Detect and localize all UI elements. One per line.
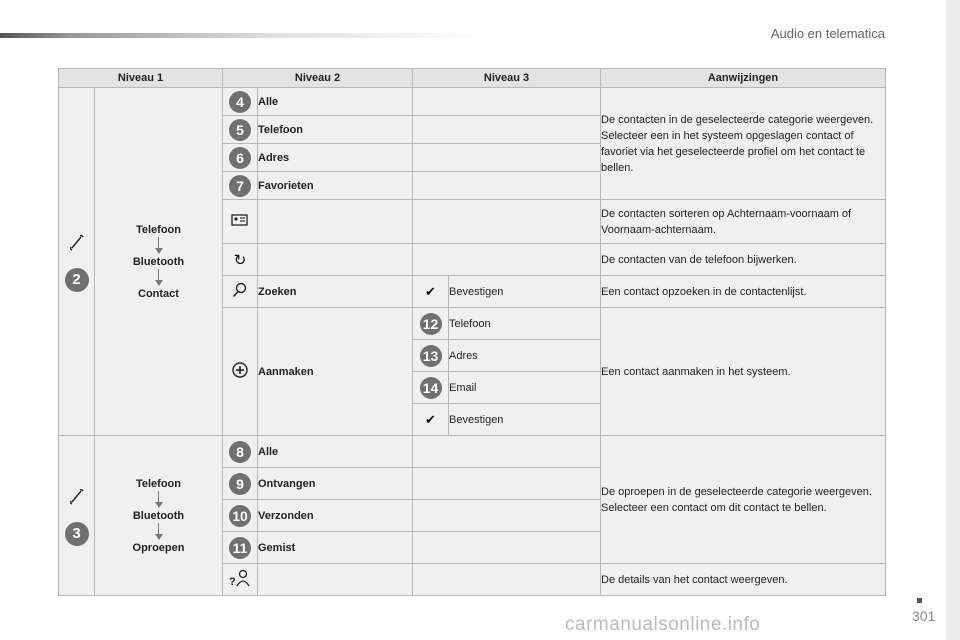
option-verzonden: Verzonden bbox=[258, 500, 413, 532]
table-header-row bbox=[59, 69, 886, 88]
checkmark-icon: ✔ bbox=[425, 283, 436, 299]
magnifier-icon bbox=[232, 282, 248, 298]
chain-bluetooth: Bluetooth bbox=[132, 509, 185, 522]
svg-text:?: ? bbox=[229, 576, 236, 588]
note-create: Een contact aanmaken in het systeem. bbox=[601, 308, 886, 436]
badge-9: 9 bbox=[229, 473, 251, 495]
chain-bluetooth: Bluetooth bbox=[132, 255, 185, 268]
page-number: 301 bbox=[912, 608, 936, 624]
menu-table bbox=[58, 68, 886, 596]
header-niveau-3: Niveau 3 bbox=[413, 69, 601, 88]
option-zoeken: Zoeken bbox=[258, 276, 413, 308]
note-search: Een contact opzoeken in de contactenlijst. bbox=[601, 276, 886, 308]
refresh-icon: ↻ bbox=[233, 251, 247, 269]
option-telefoon-create: Telefoon bbox=[449, 308, 601, 340]
option-ontvangen: Ontvangen bbox=[258, 468, 413, 500]
page-header-title: Audio en telematica bbox=[770, 26, 885, 41]
badge-11: 11 bbox=[229, 537, 251, 559]
group2-icon-cell bbox=[59, 436, 95, 596]
option-alle-calls: Alle bbox=[258, 436, 413, 468]
option-bevestigen: Bevestigen bbox=[449, 276, 601, 308]
option-adres-create: Adres bbox=[449, 340, 601, 372]
option-telefoon: Telefoon bbox=[258, 116, 413, 144]
contact-details-icon bbox=[229, 568, 251, 588]
note-calls: De oproepen in de geselecteerde categorie weergeven. Selecteer een contact om dit contact te bellen. bbox=[601, 436, 886, 564]
chain-contact: Contact bbox=[138, 287, 179, 300]
page-marker bbox=[917, 598, 922, 603]
option-email-create: Email bbox=[449, 372, 601, 404]
header-aanwijzingen: Aanwijzingen bbox=[601, 69, 886, 88]
badge-4: 4 bbox=[229, 91, 251, 113]
badge-7: 7 bbox=[229, 175, 251, 197]
watermark: carmanualsonline.info bbox=[565, 614, 761, 635]
note-sort: De contacten sorteren op Achternaam-voornaam of Voornaam-achternaam. bbox=[601, 200, 886, 244]
badge-5: 5 bbox=[229, 119, 251, 141]
arrow-down-icon bbox=[154, 491, 164, 509]
option-favorieten: Favorieten bbox=[258, 172, 413, 200]
phone-handset-icon bbox=[67, 232, 87, 252]
option-aanmaken: Aanmaken bbox=[258, 308, 413, 436]
group1-breadcrumb bbox=[95, 88, 223, 436]
chain-telefoon: Telefoon bbox=[135, 477, 181, 490]
badge-13: 13 bbox=[420, 345, 442, 367]
arrow-down-icon bbox=[154, 237, 164, 255]
header-niveau-2: Niveau 2 bbox=[223, 69, 413, 88]
checkmark-icon: ✔ bbox=[425, 411, 436, 427]
note-filter: De contacten in de geselecteerde categorie weergeven. Selecteer een in het systeem opgeslagen contact of favoriet via het geselecteerde profiel om het contact te bellen. bbox=[601, 88, 886, 200]
badge-6: 6 bbox=[229, 147, 251, 169]
level-badge-3: 3 bbox=[65, 522, 89, 546]
option-alle: Alle bbox=[258, 88, 413, 116]
table-row bbox=[59, 436, 886, 468]
right-margin-rail bbox=[946, 0, 960, 640]
header-gradient-bar bbox=[0, 33, 480, 38]
phone-handset-icon bbox=[67, 486, 87, 506]
chain-oproepen: Oproepen bbox=[132, 541, 185, 554]
group1-icon-cell bbox=[59, 88, 95, 436]
option-adres: Adres bbox=[258, 144, 413, 172]
arrow-down-icon bbox=[154, 269, 164, 287]
group2-breadcrumb bbox=[95, 436, 223, 596]
note-update: De contacten van de telefoon bijwerken. bbox=[601, 244, 886, 276]
header-niveau-1: Niveau 1 bbox=[59, 69, 223, 88]
chain-telefoon: Telefoon bbox=[135, 223, 181, 236]
badge-14: 14 bbox=[420, 377, 442, 399]
note-details: De details van het contact weergeven. bbox=[601, 564, 886, 596]
option-gemist: Gemist bbox=[258, 532, 413, 564]
option-bevestigen-create: Bevestigen bbox=[449, 404, 601, 436]
badge-8: 8 bbox=[229, 441, 251, 463]
level-badge-2: 2 bbox=[65, 268, 89, 292]
badge-12: 12 bbox=[420, 313, 442, 335]
contact-card-icon bbox=[231, 213, 249, 227]
table-row bbox=[59, 88, 886, 116]
arrow-down-icon bbox=[154, 523, 164, 541]
add-circle-icon bbox=[231, 361, 249, 379]
badge-10: 10 bbox=[229, 505, 251, 527]
